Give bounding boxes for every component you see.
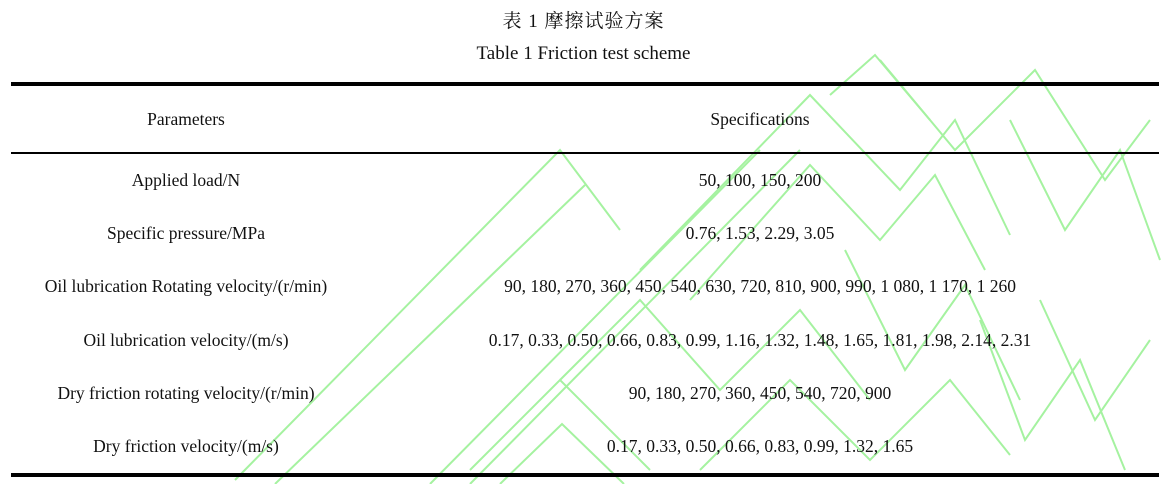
parameter-cell: Dry friction velocity/(m/s) (93, 436, 279, 457)
parameter-cell: Dry friction rotating velocity/(r/min) (57, 382, 315, 403)
column-header-parameters: Parameters (147, 108, 225, 129)
table-row (11, 207, 1159, 260)
specification-cell: 0.76, 1.53, 2.29, 3.05 (685, 223, 835, 244)
table-title-zh: 表 1 摩擦试验方案 (502, 11, 665, 32)
specification-cell: 0.17, 0.33, 0.50, 0.66, 0.83, 0.99, 1.16, 1.32, 1.48, 1.65, 1.81, 1.98, 2.14, 2.31 (488, 329, 1032, 350)
specification-cell: 0.17, 0.33, 0.50, 0.66, 0.83, 0.99, 1.32, 1.65 (606, 436, 914, 457)
friction-test-table (11, 82, 1159, 477)
parameter-cell: Specific pressure/MPa (107, 223, 265, 244)
table-title-en: Table 1 Friction test scheme (476, 43, 691, 64)
table-row (11, 314, 1159, 367)
specification-cell: 90, 180, 270, 360, 450, 540, 720, 900 (628, 382, 892, 403)
table-header-row (11, 86, 1159, 152)
specification-cell: 50, 100, 150, 200 (698, 170, 822, 191)
specification-cell: 90, 180, 270, 360, 450, 540, 630, 720, 810, 900, 990, 1 080, 1 170, 1 260 (504, 276, 1016, 297)
table-bottom-rule (11, 473, 1159, 477)
table-row (11, 154, 1159, 207)
parameter-cell: Oil lubrication Rotating velocity/(r/min) (44, 276, 328, 297)
parameter-cell: Oil lubrication velocity/(m/s) (83, 329, 289, 350)
table-captions (0, 0, 1167, 70)
column-header-specifications: Specifications (710, 108, 810, 129)
table-row (11, 367, 1159, 420)
table-row (11, 260, 1159, 313)
parameter-cell: Applied load/N (131, 170, 241, 191)
table-row (11, 420, 1159, 473)
